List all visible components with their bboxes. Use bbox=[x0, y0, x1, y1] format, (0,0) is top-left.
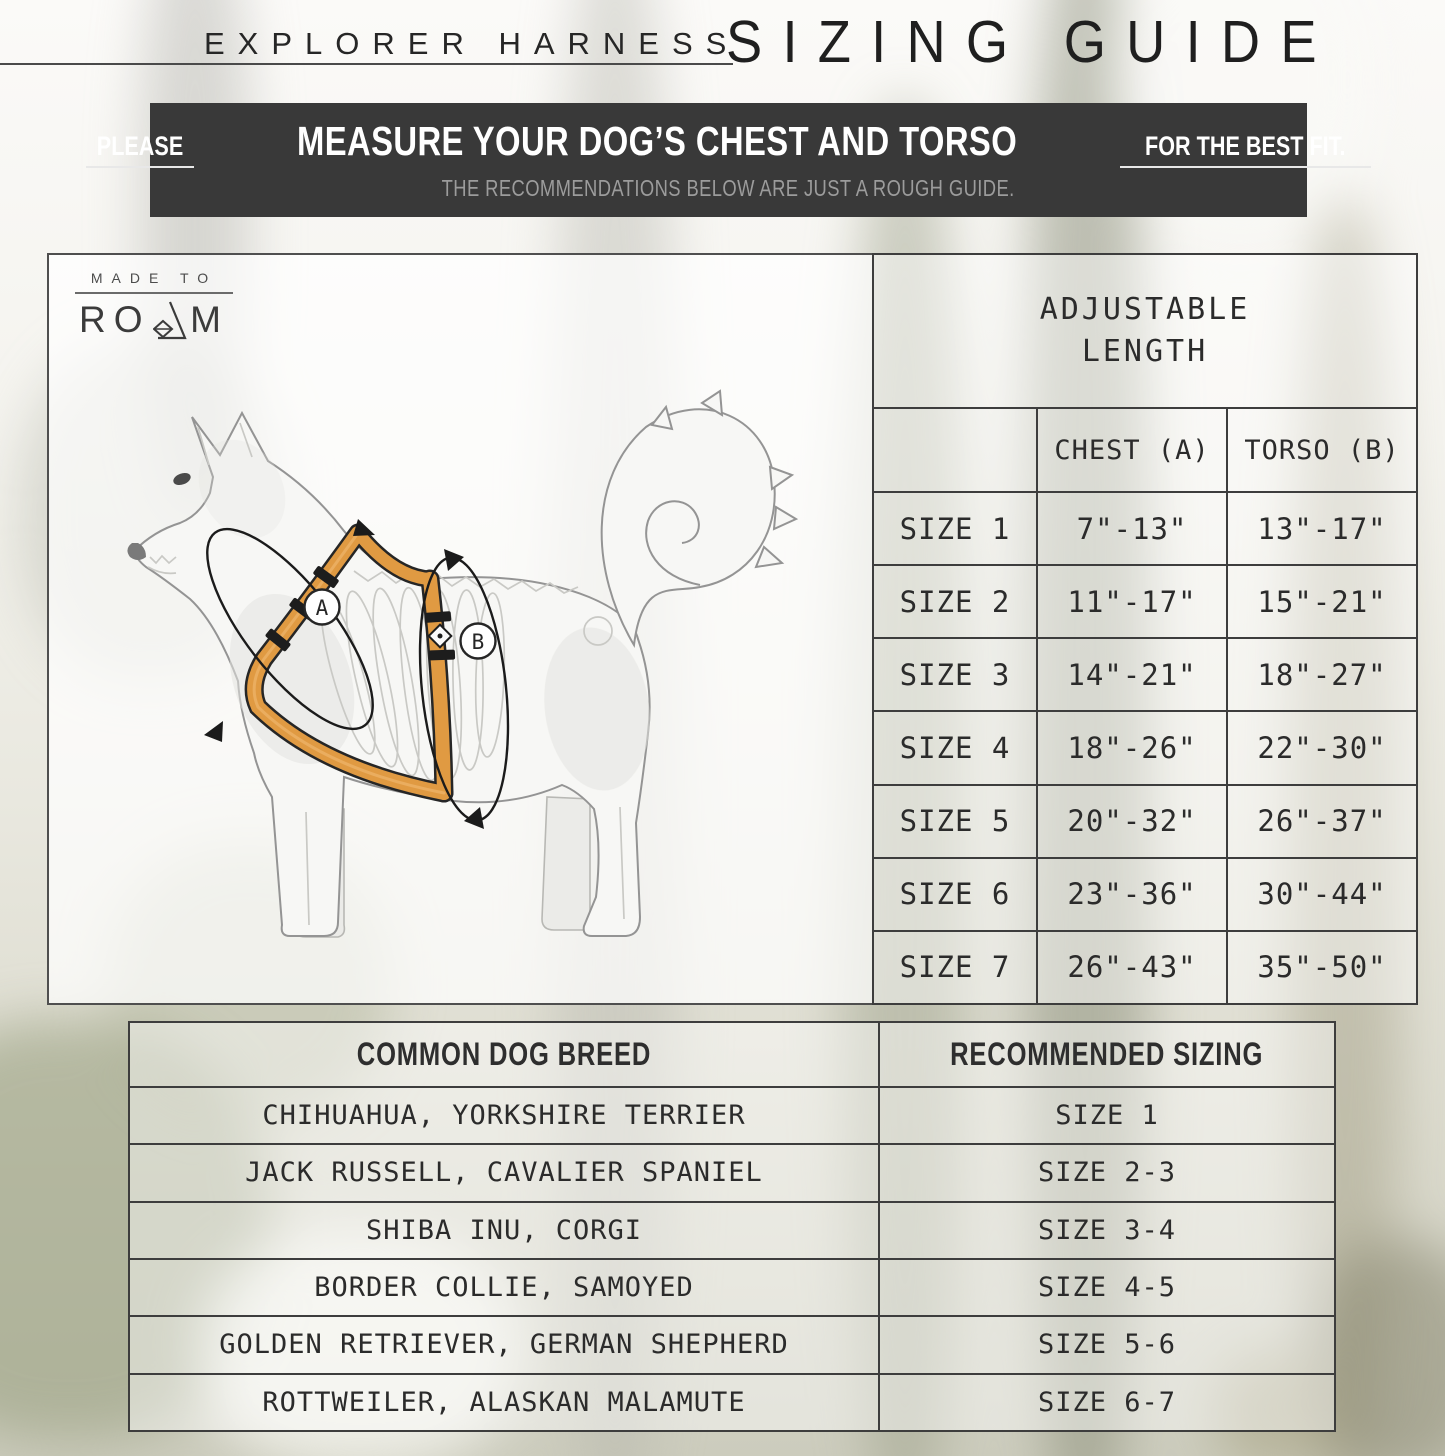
size-row-chest: 14"-21" bbox=[1036, 637, 1226, 710]
adjustable-length-table bbox=[872, 253, 1418, 1005]
marker-b-label: B bbox=[471, 630, 485, 654]
breed-row-size: SIZE 2-3 bbox=[878, 1143, 1334, 1200]
size-row-torso: 22"-30" bbox=[1226, 710, 1416, 783]
breed-row-breeds: CHIHUAHUA, YORKSHIRE TERRIER bbox=[130, 1086, 878, 1143]
breed-row-size: SIZE 1 bbox=[878, 1086, 1334, 1143]
dog-harness-illustration bbox=[92, 379, 812, 979]
size-row-chest: 18"-26" bbox=[1036, 710, 1226, 783]
size-row-chest: 20"-32" bbox=[1036, 784, 1226, 857]
banner-subtext: THE RECOMMENDATIONS BELOW ARE JUST A ROUGH GUIDE. bbox=[441, 175, 1016, 201]
size-row-chest: 11"-17" bbox=[1036, 564, 1226, 637]
brand-logo-m: M bbox=[190, 299, 229, 340]
marker-a bbox=[305, 590, 340, 625]
breed-table-col-breed: COMMON DOG BREED bbox=[130, 1023, 878, 1086]
brand-logo bbox=[75, 270, 233, 341]
breed-row-breeds: GOLDEN RETRIEVER, GERMAN SHEPHERD bbox=[130, 1315, 878, 1372]
breed-recommendation-table bbox=[128, 1021, 1336, 1432]
brand-logo-ro: RO bbox=[79, 299, 151, 340]
size-row-label: SIZE 2 bbox=[874, 564, 1036, 637]
page-title: SIZING GUIDE bbox=[726, 9, 1337, 75]
banner-lead-text: PLEASE bbox=[96, 131, 184, 161]
size-table-col-chest: CHEST (A) bbox=[1036, 407, 1226, 491]
size-row-torso: 35"-50" bbox=[1226, 930, 1416, 1003]
size-row-label: SIZE 3 bbox=[874, 637, 1036, 710]
marker-a-label: A bbox=[315, 596, 329, 620]
banner-headline: MEASURE YOUR DOG’S CHEST AND TORSO bbox=[297, 118, 1018, 164]
breed-row-size: SIZE 4-5 bbox=[878, 1258, 1334, 1315]
breed-row-breeds: SHIBA INU, CORGI bbox=[130, 1201, 878, 1258]
size-row-torso: 15"-21" bbox=[1226, 564, 1416, 637]
breed-row-breeds: JACK RUSSELL, CAVALIER SPANIEL bbox=[130, 1143, 878, 1200]
size-row-label: SIZE 7 bbox=[874, 930, 1036, 1003]
size-row-chest: 26"-43" bbox=[1036, 930, 1226, 1003]
dog-eye bbox=[172, 471, 193, 487]
product-name: EXPLORER HARNESS bbox=[204, 26, 740, 61]
brand-logo-wordmark bbox=[75, 299, 233, 341]
breed-row-size: SIZE 5-6 bbox=[878, 1315, 1334, 1372]
size-row-label: SIZE 4 bbox=[874, 710, 1036, 783]
size-table-col-torso: TORSO (B) bbox=[1226, 407, 1416, 491]
size-row-torso: 30"-44" bbox=[1226, 857, 1416, 930]
diagram-panel bbox=[47, 253, 874, 1005]
size-table-title: ADJUSTABLE LENGTH bbox=[1039, 292, 1251, 369]
breed-row-size: SIZE 6-7 bbox=[878, 1373, 1334, 1430]
title-underline bbox=[0, 63, 733, 65]
size-row-torso: 26"-37" bbox=[1226, 784, 1416, 857]
size-row-label: SIZE 1 bbox=[874, 491, 1036, 564]
size-table-title-cell bbox=[874, 255, 1416, 407]
breed-row-breeds: ROTTWEILER, ALASKAN MALAMUTE bbox=[130, 1373, 878, 1430]
size-table-corner-cell bbox=[874, 407, 1036, 491]
breed-row-size: SIZE 3-4 bbox=[878, 1201, 1334, 1258]
breed-table-col-size: RECOMMENDED SIZING bbox=[878, 1023, 1334, 1086]
banner-headline-row bbox=[86, 118, 1371, 168]
size-row-torso: 18"-27" bbox=[1226, 637, 1416, 710]
diamond-a-icon bbox=[153, 299, 187, 341]
size-row-label: SIZE 5 bbox=[874, 784, 1036, 857]
brand-logo-rule bbox=[75, 292, 233, 294]
size-row-chest: 23"-36" bbox=[1036, 857, 1226, 930]
size-row-chest: 7"-13" bbox=[1036, 491, 1226, 564]
measure-banner bbox=[96, 103, 1346, 217]
size-row-label: SIZE 6 bbox=[874, 857, 1036, 930]
brand-logo-top-text: MADE TO bbox=[90, 270, 218, 286]
breed-row-breeds: BORDER COLLIE, SAMOYED bbox=[130, 1258, 878, 1315]
size-row-torso: 13"-17" bbox=[1226, 491, 1416, 564]
banner-tail-text: FOR THE BEST FIT. bbox=[1145, 131, 1346, 161]
dog-tail bbox=[602, 391, 796, 645]
marker-b bbox=[461, 624, 496, 659]
